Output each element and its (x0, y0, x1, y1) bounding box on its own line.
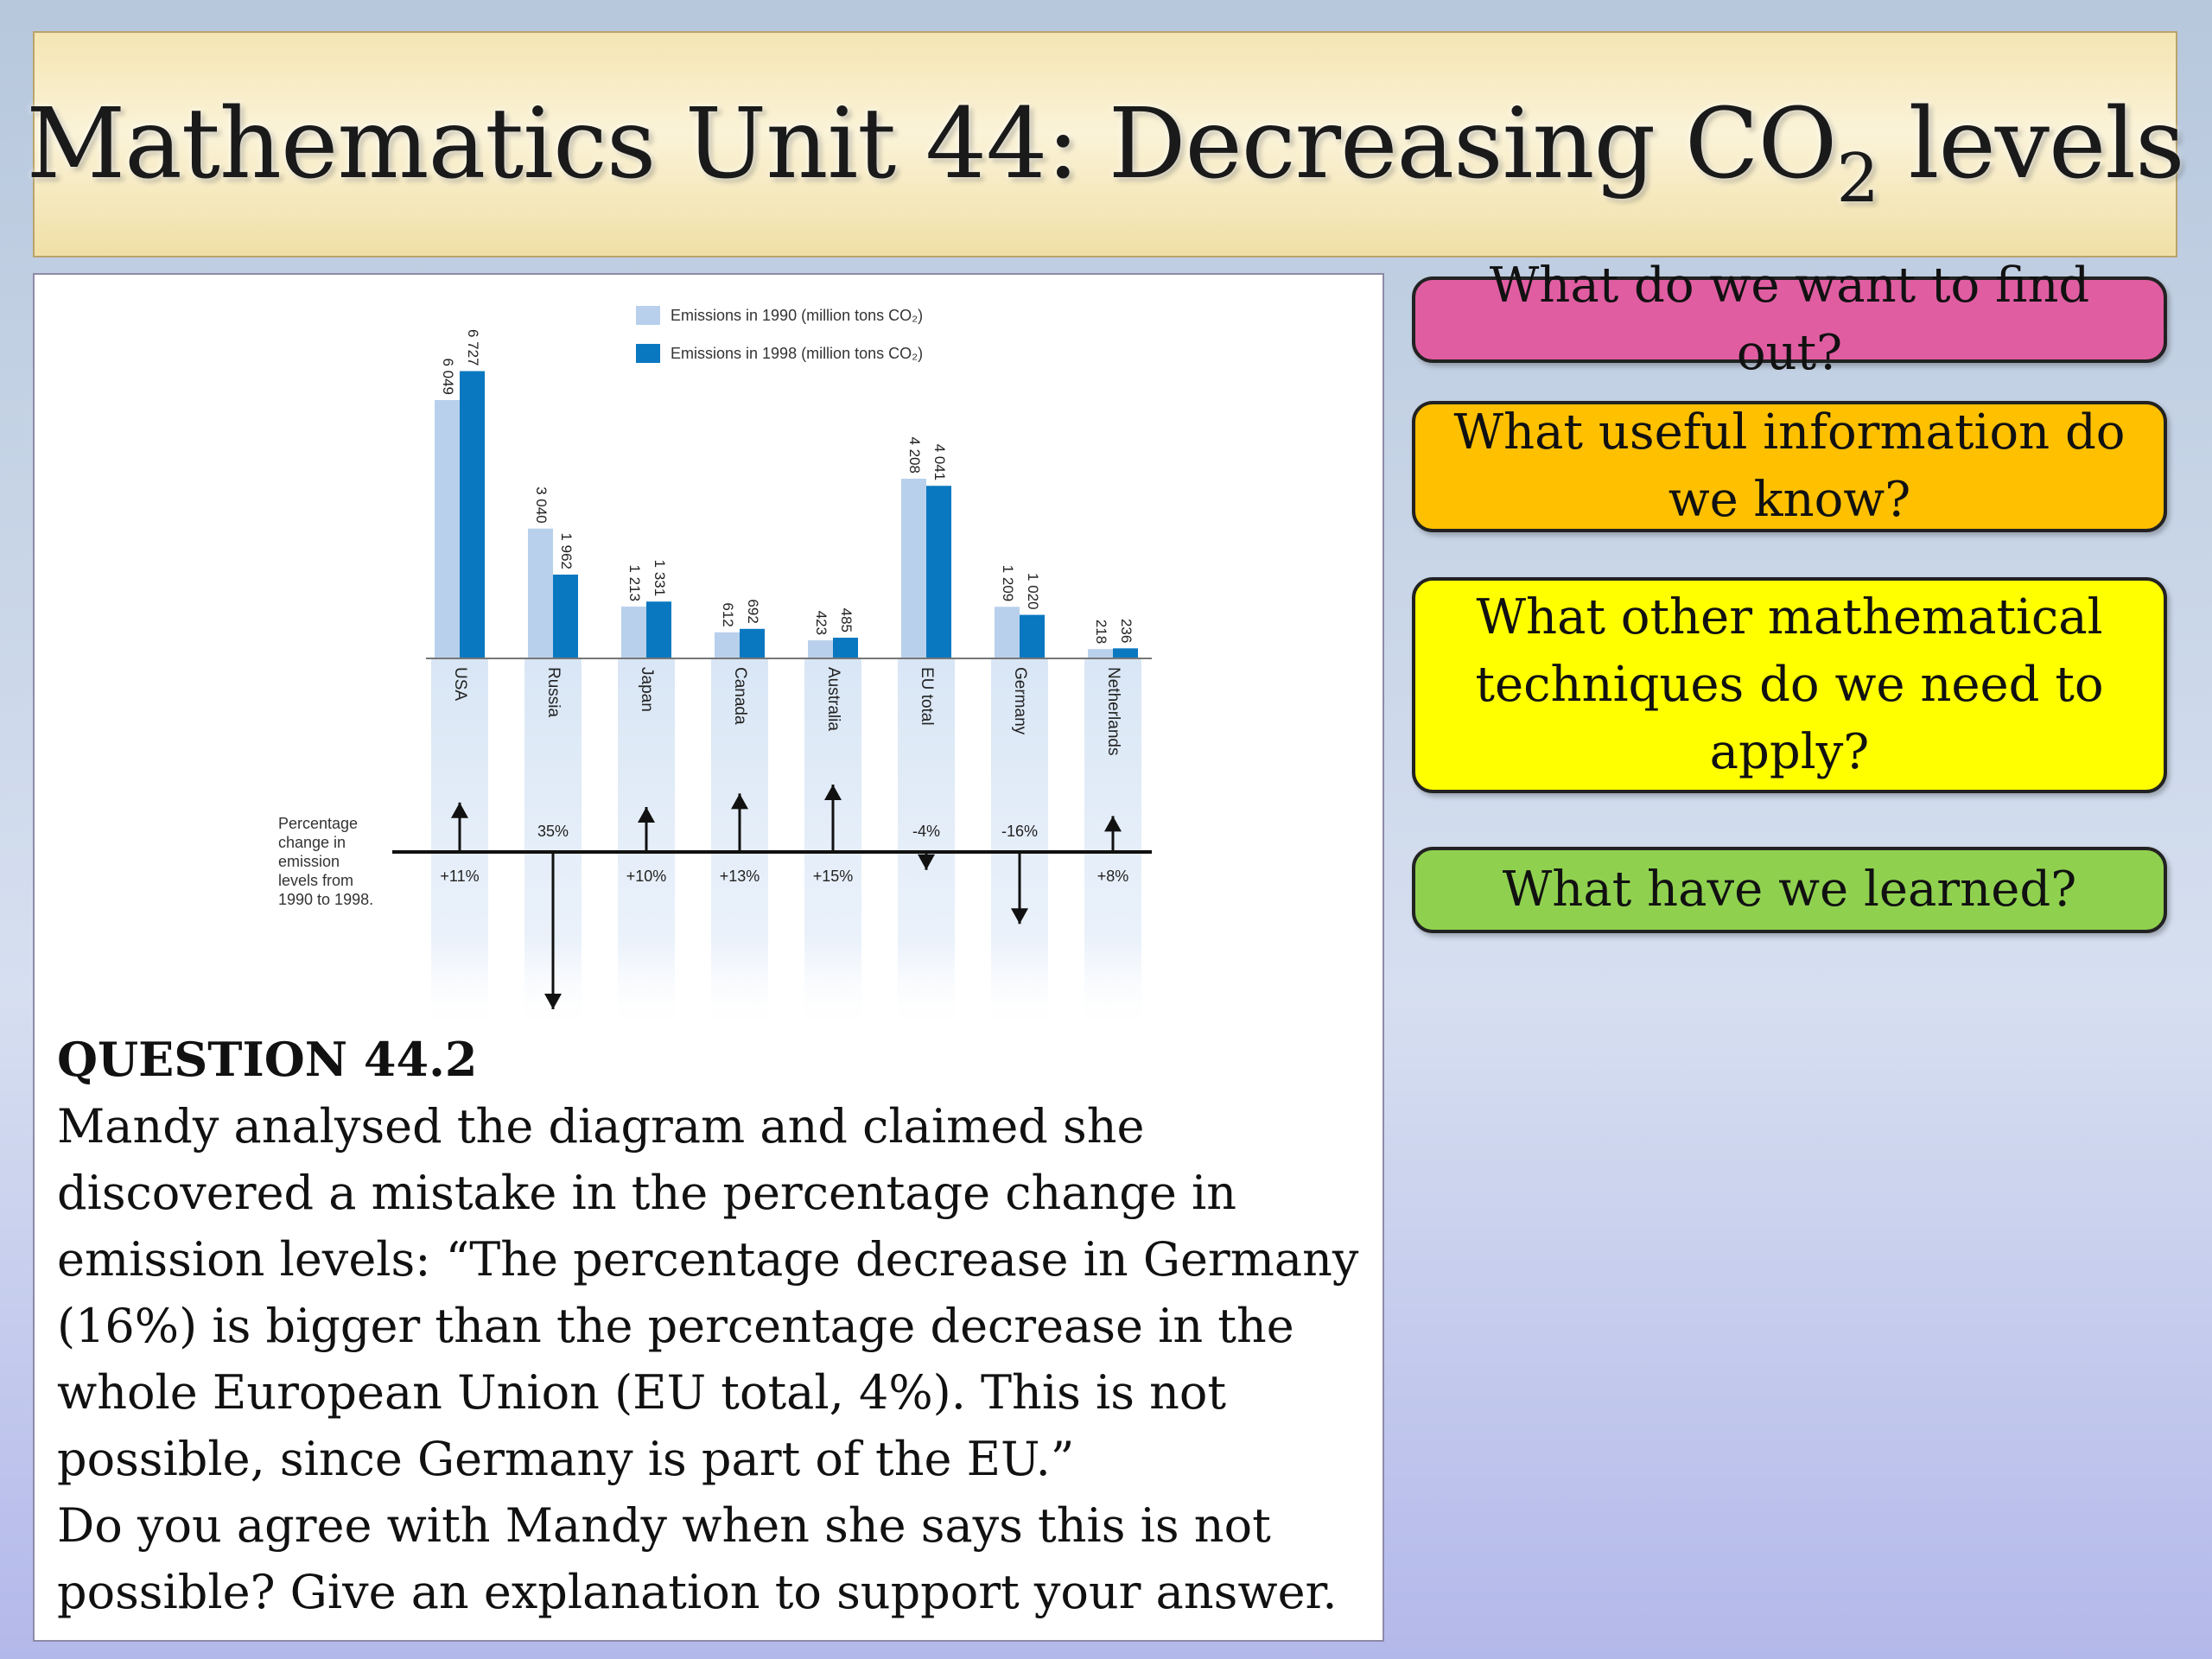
title-subscript: 2 (1836, 140, 1879, 218)
pct-axis-label-line-4: levels from (278, 872, 354, 889)
question-line-6: possible, since Germany is part of the EU.” (57, 1432, 1075, 1486)
bar-1998-eu-total (926, 486, 951, 658)
page-title (26, 88, 2184, 218)
title-end: levels (1878, 88, 2184, 200)
pct-label-canada: +13% (719, 868, 760, 885)
prompt-useful-info[interactable] (1412, 401, 2167, 532)
bar-1998-japan (646, 601, 671, 658)
value-label-1990-eu-total: 4 208 (906, 436, 924, 474)
question-line-5: whole European Union (EU total, 4%). This is not (57, 1365, 1227, 1420)
bar-1998-usa (460, 371, 485, 658)
category-label-eu-total: EU total (917, 667, 936, 726)
question-block (57, 1027, 1370, 1625)
bar-1990-russia (528, 529, 553, 658)
pct-label-netherlands: +8% (1096, 868, 1129, 885)
pct-axis-label-line-5: 1990 to 1998. (278, 891, 374, 908)
value-label-1998-russia: 1 962 (558, 532, 575, 570)
value-label-1998-eu-total: 4 041 (931, 443, 949, 481)
pct-axis-label-line-1: Percentage (278, 815, 359, 832)
category-label-netherlands: Netherlands (1103, 667, 1122, 756)
value-label-1990-netherlands: 218 (1093, 619, 1110, 645)
question-heading: QUESTION 44.2 (57, 1032, 478, 1087)
pct-label-russia: 35% (537, 823, 569, 840)
category-label-germany: Germany (1010, 667, 1029, 735)
pct-label-australia: +15% (812, 868, 854, 885)
legend-label-1990: Emissions in 1990 (million tons CO₂) (671, 307, 924, 324)
bar-1998-russia (553, 575, 578, 658)
value-label-1998-usa: 6 727 (465, 328, 482, 366)
bar-1990-australia (808, 640, 833, 658)
value-label-1998-japan: 1 331 (652, 559, 669, 597)
pct-axis-label-line-2: change in (278, 834, 346, 851)
title-main: Mathematics Unit 44: Decreasing CO (26, 88, 1837, 200)
value-label-1998-canada: 692 (745, 599, 762, 624)
bar-1990-japan (621, 607, 646, 658)
prompt-techniques[interactable] (1412, 577, 2167, 793)
pct-label-germany: -16% (1001, 823, 1039, 840)
pct-axis-label-line-3: emission (278, 853, 340, 870)
value-label-1998-netherlands: 236 (1118, 618, 1135, 644)
prompt-find-out-text: What do we want to find out? (1489, 257, 2090, 381)
value-label-1990-germany: 1 209 (1000, 564, 1017, 602)
question-line-7: Do you agree with Mandy when she says this is not (57, 1498, 1271, 1553)
category-label-russia: Russia (543, 667, 563, 718)
category-label-japan: Japan (637, 667, 656, 712)
bar-1990-canada (715, 632, 740, 658)
pct-label-eu-total: -4% (912, 823, 941, 840)
bar-1990-netherlands (1088, 649, 1113, 658)
prompt-find-out[interactable] (1412, 257, 2167, 381)
category-label-usa: USA (450, 667, 469, 702)
bar-1990-germany (995, 607, 1020, 658)
pct-label-japan: +10% (626, 868, 667, 885)
bar-1998-canada (740, 629, 765, 658)
bar-1998-netherlands (1113, 648, 1138, 658)
legend-label-1998: Emissions in 1998 (million tons CO₂) (671, 345, 924, 362)
question-line-4: (16%) is bigger than the percentage decrease in the (57, 1299, 1294, 1353)
value-label-1990-japan: 1 213 (626, 564, 644, 602)
value-label-1990-usa: 6 049 (440, 358, 457, 396)
value-label-1998-germany: 1 020 (1025, 573, 1042, 610)
legend-swatch-1998 (636, 344, 660, 363)
question-line-8: possible? Give an explanation to support your answer. (57, 1565, 1338, 1619)
prompt-useful-info-text: What useful information do we know? (1453, 404, 2126, 528)
title-bar (26, 31, 2184, 257)
legend-swatch-1990 (636, 306, 660, 325)
value-label-1990-australia: 423 (813, 610, 830, 636)
prompt-learned[interactable] (1412, 847, 2167, 933)
category-label-australia: Australia (823, 667, 842, 731)
question-line-1: Mandy analysed the diagram and claimed she (57, 1099, 1145, 1154)
bar-1998-germany (1020, 615, 1045, 658)
prompt-techniques-text: What other mathematical techniques do we need to apply? (1475, 589, 2104, 780)
content-panel (33, 273, 1384, 1642)
value-label-1998-australia: 485 (838, 607, 855, 633)
category-label-canada: Canada (730, 667, 749, 725)
bar-1998-australia (833, 638, 858, 658)
prompt-learned-text: What have we learned? (1502, 861, 2077, 918)
question-line-3: emission levels: “The percentage decrease in Germany (57, 1232, 1359, 1287)
value-label-1990-canada: 612 (720, 602, 737, 627)
pct-label-usa: +11% (440, 868, 480, 885)
emissions-chart (35, 275, 1382, 1035)
value-label-1990-russia: 3 040 (533, 486, 550, 524)
bar-1990-eu-total (901, 479, 926, 658)
question-line-2: discovered a mistake in the percentage change in (57, 1166, 1237, 1220)
bar-1990-usa (435, 400, 460, 658)
